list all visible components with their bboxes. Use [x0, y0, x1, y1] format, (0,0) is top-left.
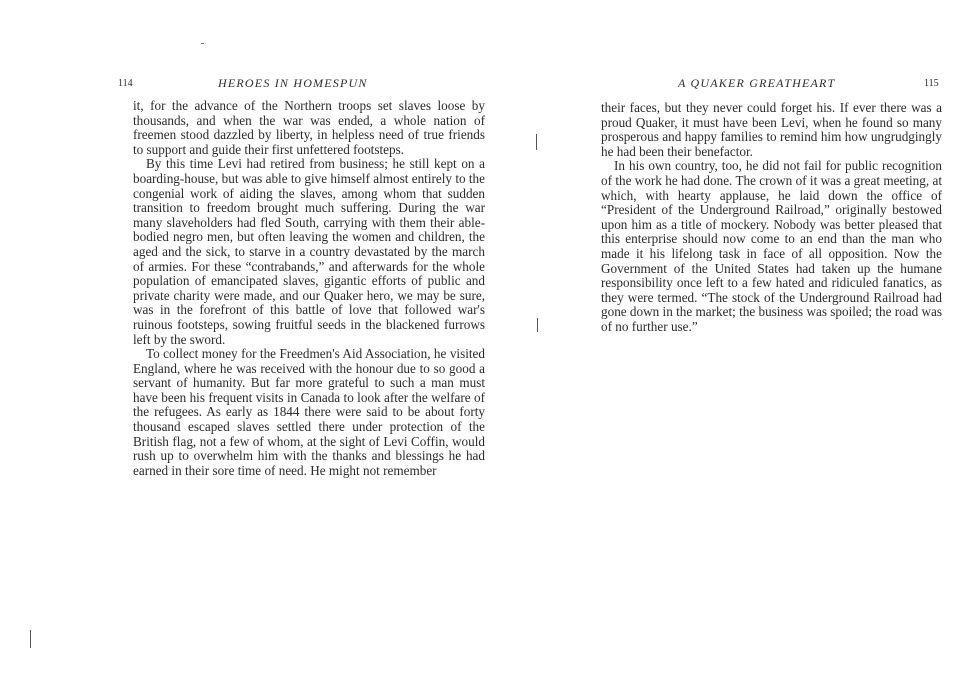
right-page-text [601, 101, 942, 335]
scan-speck [201, 43, 204, 44]
paragraph: their faces, but they never could forget his. If ever there was a proud Quaker, it must have been Levi, when he found so many prosperous and happy families to remind him how ungrudgingly he had been their benefactor. [601, 100, 942, 159]
page-number: 115 [924, 78, 939, 89]
edge-mark [30, 630, 31, 648]
paragraph: it, for the advance of the Northern troops set slaves loose by thousands, and when the war was ended, a whole nation of freemen stood dazzled by liberty, in helpless need of true friends to support and guide their first unfettered footsteps. [133, 98, 485, 157]
paragraph: To collect money for the Freedmen's Aid Association, he visited England, where he was received with the honour due to so good a servant of humanity. But far more grateful to such a man must have been his frequent visits in Canada to look after the welfare of the refugees. As early as 1844 there were said to be about forty thousand escaped slaves settled there under protection of the British flag, not a few of whom, at the sight of Levi Coffin, would rush up to overwhelm him with the thanks and blessings he had earned in their sore time of need. He might not remember [133, 346, 485, 478]
right-page-header [490, 74, 980, 94]
left-page-text [133, 99, 485, 478]
page-number: 114 [118, 78, 133, 89]
running-title: A QUAKER GREATHEART [678, 76, 836, 90]
left-page-header [0, 74, 490, 94]
paragraph: In his own country, too, he did not fail for public recognition of the work he had done. The crown of it was a great meeting, at which, with hearty applause, he laid down the office of “President of the Underground Railroad,” originally bestowed upon him as a title of mockery. Nobody was better pleased that this enterprise should now come to an end than the man who made it his lifelong task in face of all opposition. Now the Government of the United States had taken up the humane responsibility once left to a few hated and ridiculed fanatics, as they were termed. “The stock of the Underground Railroad had gone down in the market; the business was spoiled; the road was of no further use.” [601, 158, 942, 334]
gutter-mark [536, 134, 537, 150]
right-page [490, 0, 980, 700]
running-title: HEROES IN HOMESPUN [218, 76, 368, 90]
paragraph: By this time Levi had retired from business; he still kept on a boarding-house, but was able to give himself almost entirely to the congenial work of aiding the slaves, among whom that sudden transition to freedom brought much suffering. During the war many slaveholders had fled South, carrying with them their able-bodied negro men, but often leaving the women and children, the aged and the sick, to starve in a country devastated by the march of armies. For these “contrabands,” and afterwards for the whole population of emancipated slaves, gigantic efforts of public and private charity were made, and our Quaker hero, we may be sure, was in the forefront of this battle of love that followed war's ruinous footsteps, sowing fruitful seeds in the blackened furrows left by the sword. [133, 156, 485, 347]
gutter-mark [537, 318, 538, 332]
